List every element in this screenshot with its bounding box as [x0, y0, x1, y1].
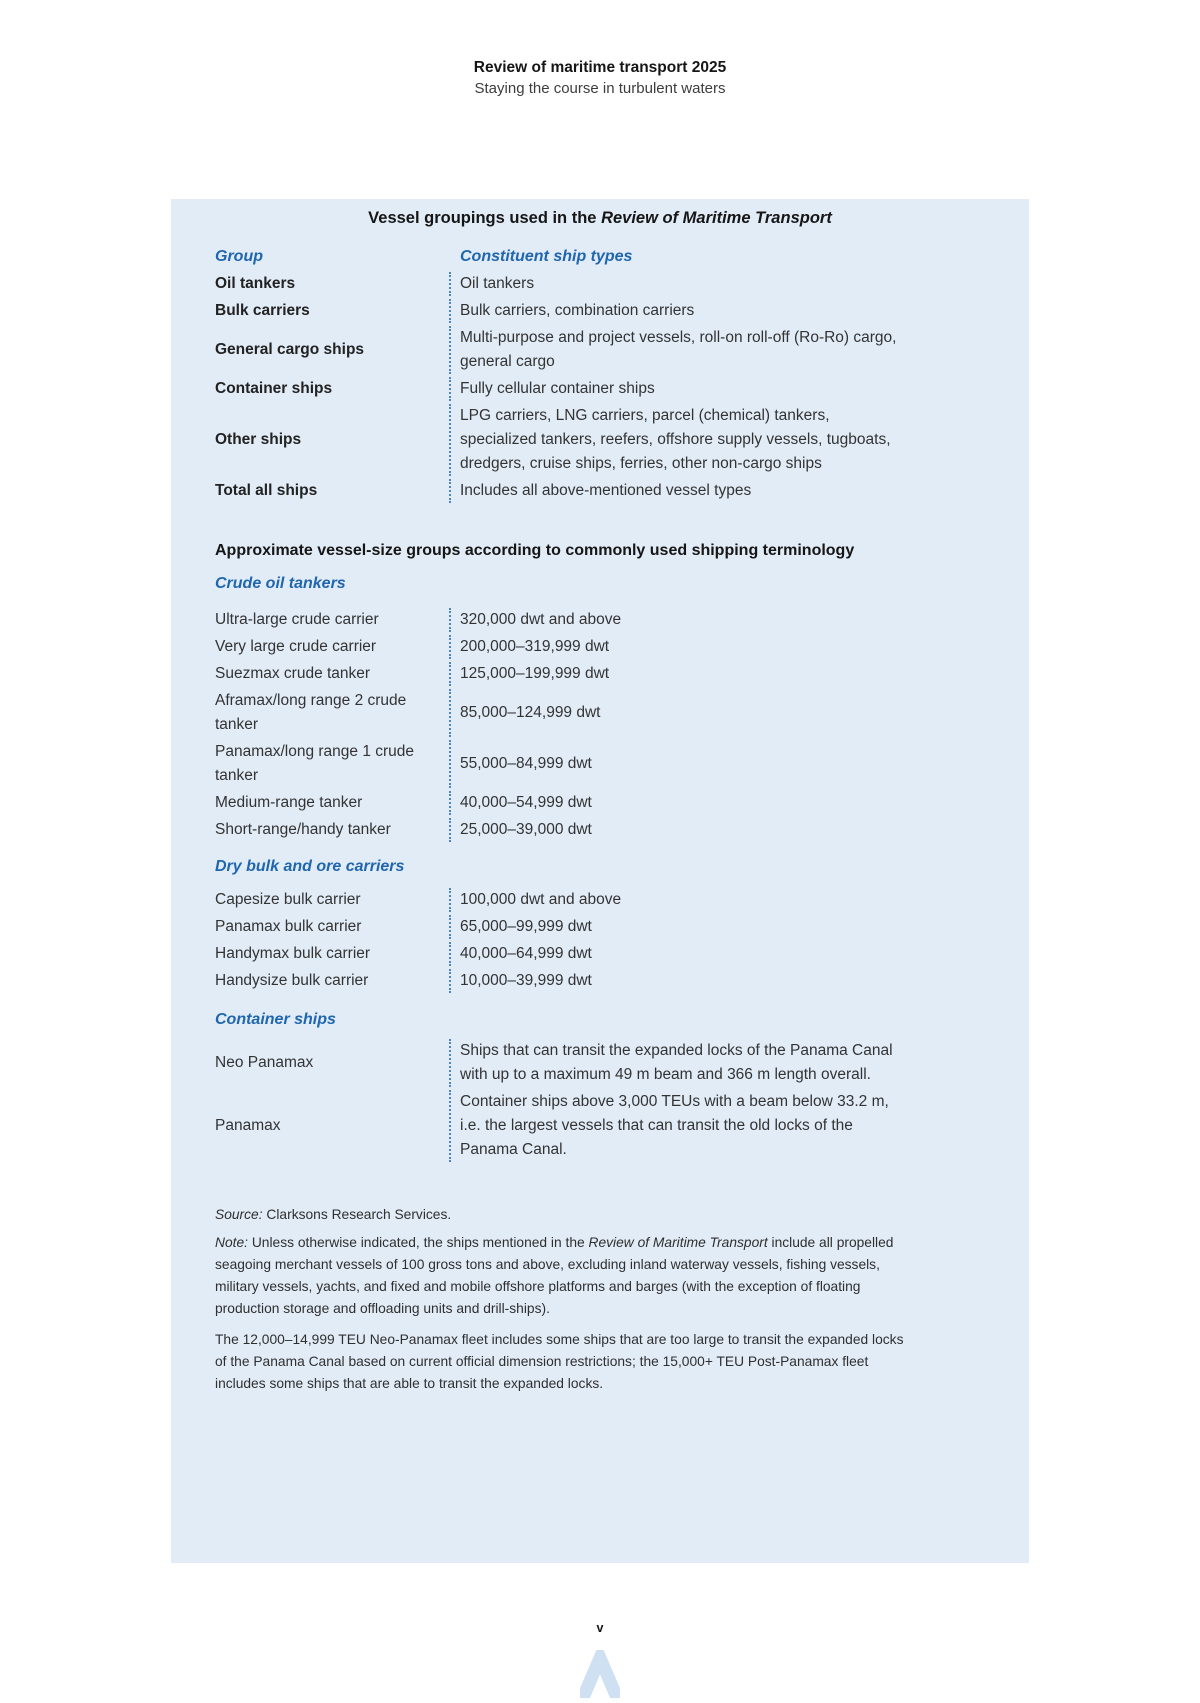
crude-oil-tankers-table: [215, 608, 985, 842]
size-range-value: 40,000–54,999 dwt: [449, 791, 906, 815]
size-class-label: Very large crude carrier: [215, 638, 377, 655]
group-types: Fully cellular container ships: [449, 377, 906, 401]
table-row: [215, 969, 985, 993]
table-row: [215, 740, 985, 788]
table-row: [215, 818, 985, 842]
container-ships-table: [215, 1039, 985, 1162]
vessel-groupings-table: [215, 245, 985, 503]
size-range-value: 125,000–199,999 dwt: [449, 662, 906, 686]
size-range-value: 200,000–319,999 dwt: [449, 635, 906, 659]
source-label: Source:: [215, 1207, 263, 1222]
note-paragraph-2: The 12,000–14,999 TEU Neo-Panamax fleet includes some ships that are too large to transit the expanded locks of the Panama Canal based on current official dimension restrictions; the 15,000+ TEU Post-Panamax fleet includes some ships that are able to transit the expanded locks.: [215, 1332, 904, 1391]
group-types: Bulk carriers, combination carriers: [449, 299, 906, 323]
note-text-pre: Unless otherwise indicated, the ships mentioned in the: [247, 1235, 589, 1250]
size-class-label: Panamax bulk carrier: [215, 918, 362, 935]
size-class-label: Panamax/long range 1 crude tanker: [215, 743, 415, 784]
size-range-value: 55,000–84,999 dwt: [449, 740, 906, 788]
size-range-value: 25,000–39,000 dwt: [449, 818, 906, 842]
group-label: Other ships: [215, 431, 302, 448]
size-class-label: Suezmax crude tanker: [215, 665, 371, 682]
table-row: [215, 1039, 985, 1087]
group-types: Oil tankers: [449, 272, 906, 296]
size-range-value: 320,000 dwt and above: [449, 608, 906, 632]
size-range-value: Ships that can transit the expanded locks of the Panama Canal with up to a maximum 49 m beam and 366 m length overall.: [449, 1039, 906, 1087]
table-row: [215, 326, 985, 374]
group-types: Multi-purpose and project vessels, roll-on roll-off (Ro-Ro) cargo, general cargo: [449, 326, 906, 374]
size-groups-heading: Approximate vessel-size groups according to commonly used shipping terminology: [215, 542, 855, 559]
page-number: v: [596, 1621, 604, 1635]
table-row: [215, 299, 985, 323]
source-line: [215, 1204, 915, 1226]
size-range-value: 10,000–39,999 dwt: [449, 969, 906, 993]
chevron-up-icon: [580, 1650, 620, 1698]
table-row: [215, 272, 985, 296]
size-class-label: Short-range/handy tanker: [215, 821, 391, 838]
size-range-value: 40,000–64,999 dwt: [449, 942, 906, 966]
group-label: Total all ships: [215, 482, 318, 499]
group-types: Includes all above-mentioned vessel types: [449, 479, 906, 503]
dry-bulk-table: [215, 888, 985, 993]
table-row: [215, 888, 985, 912]
size-class-label: Ultra-large crude carrier: [215, 611, 379, 628]
note-label: Note:: [215, 1235, 248, 1250]
size-class-label: Neo Panamax: [215, 1054, 314, 1071]
note-paragraph: [215, 1232, 915, 1320]
panel-title-text: Vessel groupings used in the: [368, 209, 602, 227]
column-header-group: Group: [215, 248, 263, 265]
size-class-label: Aframax/long range 2 crude tanker: [215, 692, 407, 733]
table-row: [215, 942, 985, 966]
report-header: [0, 57, 1200, 99]
group-label: Bulk carriers: [215, 302, 310, 319]
panel-title: [215, 207, 985, 229]
panel-title-italic: Review of Maritime Transport: [601, 209, 832, 227]
table-row: [215, 689, 985, 737]
table-row: [215, 915, 985, 939]
vessel-groupings-panel: [171, 199, 1029, 1563]
size-class-label: Medium-range tanker: [215, 794, 363, 811]
size-range-value: 65,000–99,999 dwt: [449, 915, 906, 939]
table-header-row: [215, 245, 985, 269]
table-row: [215, 662, 985, 686]
group-label: General cargo ships: [215, 341, 365, 358]
size-range-value: 100,000 dwt and above: [449, 888, 906, 912]
report-title: Review of maritime transport 2025: [473, 59, 727, 76]
size-class-label: Panamax: [215, 1117, 281, 1134]
group-label: Oil tankers: [215, 275, 296, 292]
size-range-value: 85,000–124,999 dwt: [449, 689, 906, 737]
subsection-title-crude-oil-tankers: Crude oil tankers: [215, 575, 346, 592]
size-class-label: Handymax bulk carrier: [215, 945, 371, 962]
subsection-title-dry-bulk: Dry bulk and ore carriers: [215, 858, 405, 875]
table-row: [215, 1090, 985, 1162]
table-row: [215, 479, 985, 503]
size-class-label: Handysize bulk carrier: [215, 972, 369, 989]
column-header-types: Constituent ship types: [460, 248, 633, 265]
subsection-title-container-ships: Container ships: [215, 1011, 336, 1028]
source-text: Clarksons Research Services.: [262, 1207, 452, 1222]
size-range-value: Container ships above 3,000 TEUs with a beam below 33.2 m, i.e. the largest vessels that can transit the old locks of the Panama Canal.: [449, 1090, 906, 1162]
group-label: Container ships: [215, 380, 333, 397]
table-row: [215, 608, 985, 632]
size-class-label: Capesize bulk carrier: [215, 891, 361, 908]
table-row: [215, 791, 985, 815]
report-subtitle: Staying the course in turbulent waters: [474, 80, 726, 97]
note-text-italic: Review of Maritime Transport: [588, 1235, 768, 1250]
note-text-post: include all propelled seagoing merchant vessels of 100 gross tons and above, excluding inland waterway vessels, fishing vessels, military vessels, yachts, and fixed and mobile offshore platforms and barges (with the exception of floating production storage and offloading units and drill-ships).: [215, 1235, 894, 1316]
group-types: LPG carriers, LNG carriers, parcel (chemical) tankers, specialized tankers, reefers, offshore supply vessels, tugboats, dredgers, cruise ships, ferries, other non-cargo ships: [449, 404, 906, 476]
table-row: [215, 404, 985, 476]
table-row: [215, 635, 985, 659]
table-row: [215, 377, 985, 401]
